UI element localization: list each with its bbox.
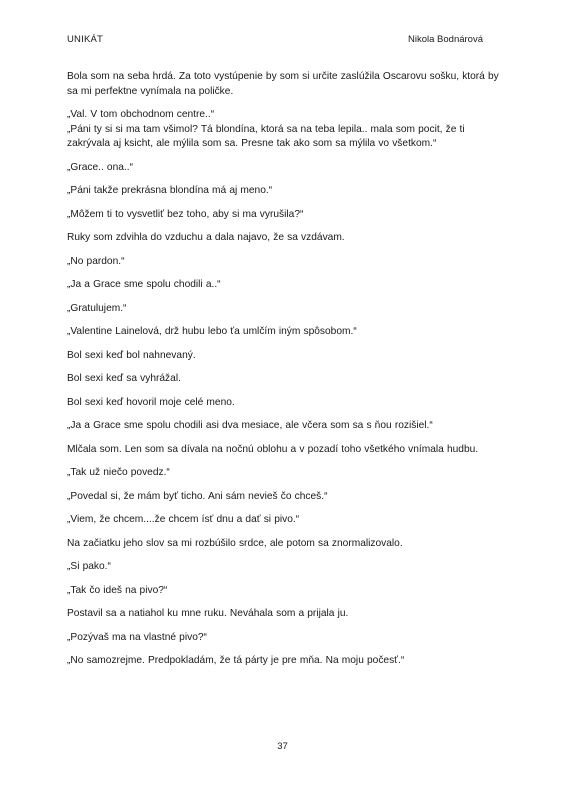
paragraph: „Valentine Lainelová, drž hubu lebo ťa umlčím iným spôsobom.“ <box>67 326 357 337</box>
paragraph: Bol sexi keď sa vyhrážal. <box>67 373 181 384</box>
paragraph: Bol sexi keď hovoril moje celé meno. <box>67 396 235 408</box>
paragraph: „Si pako.“ <box>67 561 111 572</box>
running-header-author: Nikola Bodnárová <box>408 34 483 45</box>
paragraph: Ruky som zdvihla do vzduchu a dala najavo, že sa vzdávam. <box>67 232 345 243</box>
paragraph: „Gratulujem.“ <box>67 302 127 314</box>
page-number: 37 <box>277 741 288 752</box>
paragraph: „Páni ty si si ma tam všimol? Tá blondína, ktorá sa na teba lepila.. mala som pocit, že ti zakrývala aj ksicht, ale mýlila som sa. Presne tak ako som sa mýlila vo všetkom.“ <box>67 123 465 149</box>
running-header-title: UNIKÁT <box>67 34 104 45</box>
paragraph: Bola som na seba hrdá. Za toto vystúpenie by som si určite zaslúžila Oscarovu sošku, ktorá by sa mi perfektne vynímala na poličke. <box>67 71 499 97</box>
paragraph: „Pozývaš ma na vlastné pivo?“ <box>67 631 207 643</box>
paragraph: „Grace.. ona..“ <box>67 161 133 173</box>
paragraph: „Tak už niečo povedz.“ <box>67 467 170 478</box>
paragraph: „Môžem ti to vysvetliť bez toho, aby si ma vyrušila?“ <box>67 208 304 220</box>
paragraph: „No pardon.“ <box>67 255 125 267</box>
body-text <box>67 70 499 678</box>
paragraph: „Povedal si, že mám byť ticho. Ani sám nevieš čo chceš.“ <box>67 490 328 502</box>
paragraph: „Ja a Grace sme spolu chodili a..“ <box>67 279 221 290</box>
paragraph: „Ja a Grace sme spolu chodili asi dva mesiace, ale včera som sa s ňou rozišiel.“ <box>67 420 433 431</box>
paragraph: Mlčala som. Len som sa dívala na nočnú oblohu a v pozadí toho všetkého vnímala hudbu. <box>67 443 479 455</box>
paragraph: Bol sexi keď bol nahnevaný. <box>67 349 196 361</box>
paragraph: „Val. V tom obchodnom centre..“ <box>67 109 215 120</box>
paragraph: „Páni takže prekrásna blondína má aj meno.“ <box>67 185 273 196</box>
paragraph: Postavil sa a natiahol ku mne ruku. Neváhala som a prijala ju. <box>67 608 349 619</box>
paragraph: „Viem, že chcem....že chcem ísť dnu a dať si pivo.“ <box>67 514 300 525</box>
paragraph: „Tak čo ideš na pivo?“ <box>67 584 168 596</box>
paragraph: „No samozrejme. Predpokladám, že tá párty je pre mňa. Na moju počesť.“ <box>67 655 405 666</box>
paragraph: Na začiatku jeho slov sa mi rozbúšilo srdce, ale potom sa znormalizovalo. <box>67 537 403 549</box>
